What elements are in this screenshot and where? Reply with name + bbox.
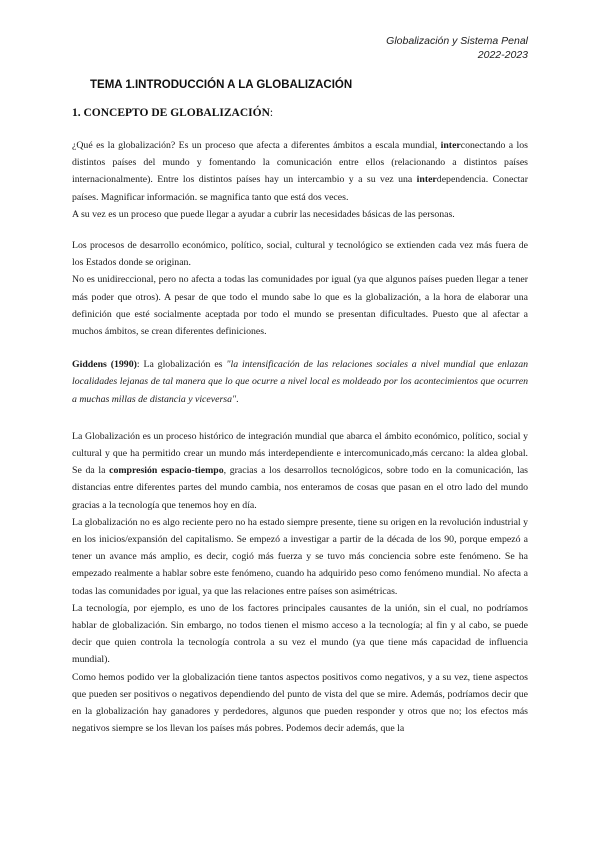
section-colon: :	[269, 107, 274, 119]
document-body	[72, 137, 528, 738]
quote-author: Giddens (1990)	[72, 359, 137, 371]
running-header	[386, 34, 528, 62]
page-title: TEMA 1.INTRODUCCIÓN A LA GLOBALIZACIÓN	[90, 79, 353, 91]
header-subject: Globalización y Sistema Penal	[386, 35, 528, 47]
paragraph-4: No es unidireccional, pero no afecta a todas las comunidades por igual (ya que algunos países pueden llegar a tener más poder que otros). A pesar de que todo el mundo sabe lo que es la globalización, a la hora de elaborar una definición que esté socialmente aceptada por todo el mundo se presentan dificultades. Puesto que al afectar a muchos ámbitos, se crean diferentes definiciones.	[72, 274, 528, 338]
paragraph-3: Los procesos de desarrollo económico, político, social, cultural y tecnológico se extienden cada vez más fuera de los Estados donde se originan.	[72, 240, 528, 269]
paragraph-7: La globalización no es algo reciente pero no ha estado siempre presente, tiene su origen en la revolución industrial y en los inicios/expansión del capitalismo. Se empezó a investigar a partir de la década de los 90, porque empezó a tener un avance más amplio, es decir, cogió más fuerza y se tuvo más conciencia sobre este fenómeno. Se ha empezado realmente a hablar sobre este fenómeno, cuando ha adquirido peso como fenómeno mundial. No afecta a todas las comunidades por igual, ya que las relaciones entre países son asimétricas.	[72, 516, 528, 597]
paragraph-2: A su vez es un proceso que puede llegar a ayudar a cubrir las necesidades básicas de las personas.	[72, 208, 455, 220]
header-year: 2022-2023	[477, 49, 528, 61]
paragraph-6: La Globalización es un proceso histórico de integración mundial que abarca el ámbito económico, político, social y cultural y que ha permitido crear un mundo más interdependiente e intercomunicado,más cercano: la aldea global. Se da la compresión espacio-tiempo, gracias a los desarrollos tecnológicos, sobre todo en la comunicación, las distancias entre diferentes partes del mundo cambia, nos enteramos de cosas que pasan en el otro lado del mundo gracias a la tecnología que tenemos hoy en día.	[72, 430, 528, 511]
paragraph-1: ¿Qué es la globalización? Es un proceso que afecta a diferentes ámbitos a escala mundial, interconectando a los distintos países del mundo y fomentando la comunicación entre ellos (relacionando a distintos países internacionalmente). Entre los distintos países hay un intercambio y a su vez una interdependencia. Conectar países. Magnificar información. se magnifica tanto que está dos veces.	[72, 140, 528, 203]
paragraph-giddens-quote: Giddens (1990): La globalización es "la intensificación de las relaciones sociales a nivel mundial que enlazan localidades lejanas de tal manera que lo que ocurre a nivel local es moldeado por los acontecimientos que ocurren a muchas millas de distancia y viceversa".	[72, 359, 528, 405]
paragraph-9: Como hemos podido ver la globalización tiene tantos aspectos positivos como negativos, y a su vez, tiene aspectos que pueden ser positivos o negativos dependiendo del punto de vista del que se mire. Además, podríamos decir que en la globalización hay ganadores y perdedores, algunos que pueden responder y otros que no; los efectos más negativos siempre se los llevan los países más pobres. Podemos decir además, que la	[72, 671, 528, 735]
section-name: CONCEPTO DE GLOBALIZACIÓN	[83, 107, 270, 119]
quote-text: "la intensificación de las relaciones sociales a nivel mundial que enlazan localidades lejanas de tal manera que lo que ocurre a nivel local es moldeado por los acontecimientos que ocurren a muchas millas de distancia y viceversa"	[72, 359, 528, 405]
section-number: 1.	[72, 107, 81, 119]
paragraph-8: La tecnología, por ejemplo, es uno de los factores principales causantes de la unión, sin el cual, no podríamos hablar de globalización. Sin embargo, no todos tienen el mismo acceso a la tecnología; al fin y al cabo, se puede decir que quien controla la tecnología controla a su vez el mundo (ya que tiene más capacidad de influencia mundial).	[72, 602, 528, 666]
section-heading	[72, 107, 273, 119]
